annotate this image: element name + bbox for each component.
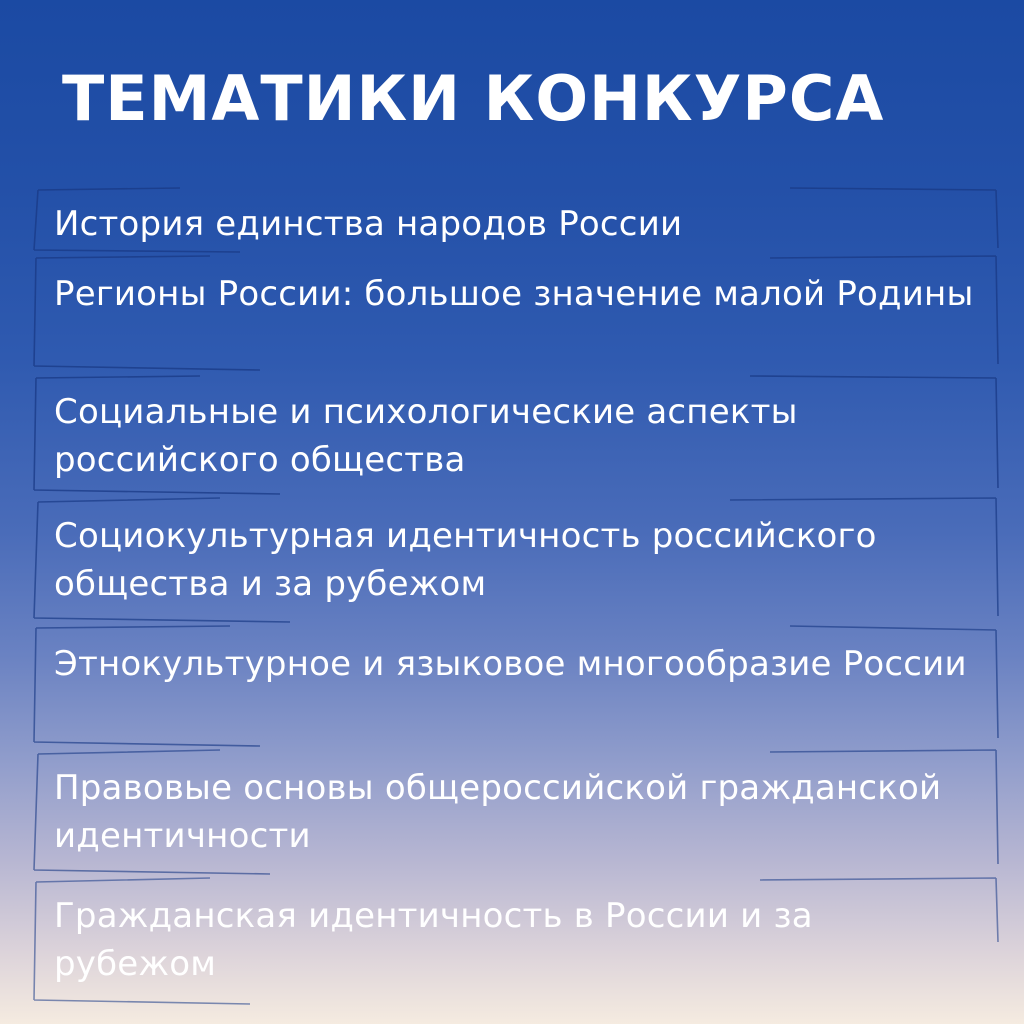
topic-item-6 — [30, 748, 1000, 876]
topic-text: Социальные и психологические аспекты российского общества — [54, 392, 798, 480]
topic-item-3 — [30, 372, 1000, 496]
topic-item-2 — [30, 254, 1000, 372]
topic-item-1 — [30, 186, 1000, 254]
topic-text: История единства народов России — [54, 204, 683, 244]
page-title: ТЕМАТИКИ КОНКУРСА — [62, 62, 885, 135]
topic-text: Регионы России: большое значение малой Родины — [54, 274, 974, 314]
topic-text: Правовые основы общероссийской гражданской идентичности — [54, 768, 942, 856]
topic-text: Этнокультурное и языковое многообразие России — [54, 644, 967, 684]
topic-item-7 — [30, 876, 1000, 1006]
topic-text: Гражданская идентичность в России и за рубежом — [54, 896, 813, 984]
topic-item-5 — [30, 624, 1000, 748]
topic-text: Социокультурная идентичность российского общества и за рубежом — [54, 516, 877, 604]
topic-item-4 — [30, 496, 1000, 624]
